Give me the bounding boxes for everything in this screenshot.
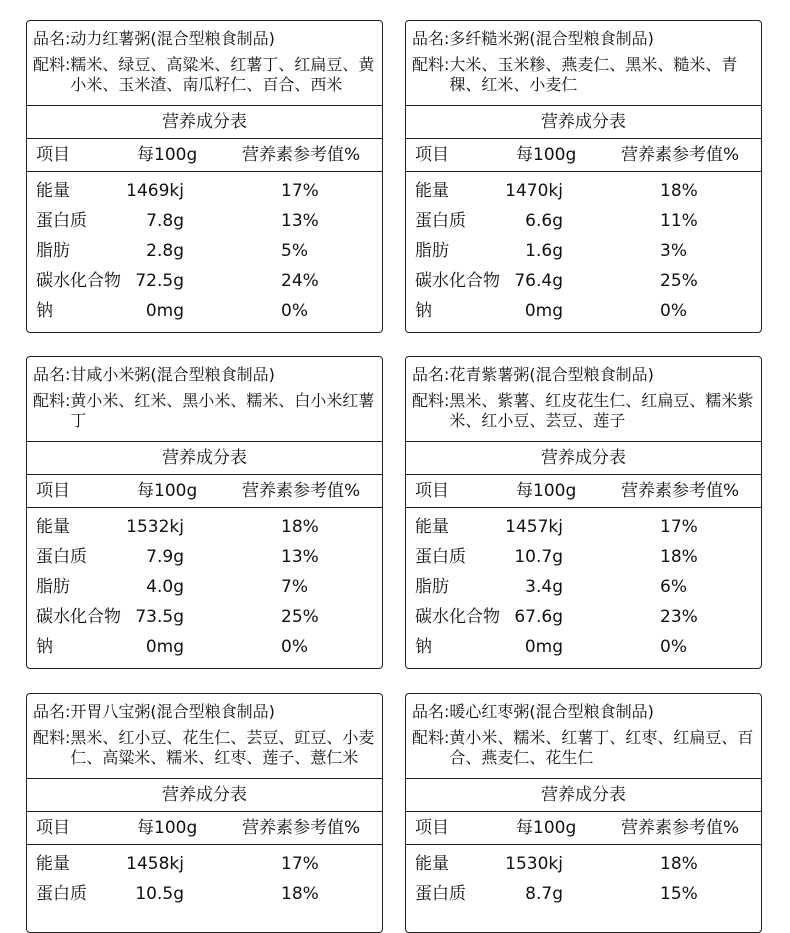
- nutrition-table-body: [406, 508, 761, 662]
- nutrient-nrv: 18%: [660, 181, 698, 201]
- nutrient-row: [406, 879, 761, 909]
- ingredients-label: 配料:: [33, 391, 71, 410]
- nutrient-amount: 3.4g: [525, 577, 563, 597]
- column-header-per100g: 每100g: [516, 818, 577, 838]
- nutrient-name: 碳水化合物: [36, 607, 121, 627]
- nutrient-row: [27, 266, 382, 296]
- nutrient-nrv: 17%: [660, 517, 698, 537]
- name-label: 品名:: [412, 365, 450, 384]
- nutrient-amount: 1469kj: [126, 181, 184, 201]
- nutrient-amount: 7.8g: [146, 211, 184, 231]
- product-card: [26, 693, 383, 933]
- column-header-nrv: 营养素参考值%: [621, 145, 740, 165]
- product-name-line: [412, 702, 755, 722]
- nutrient-amount: 4.0g: [146, 577, 184, 597]
- column-header-nrv: 营养素参考值%: [242, 145, 361, 165]
- nutrient-amount: 76.4g: [514, 271, 563, 291]
- nutrient-nrv: 6%: [660, 577, 687, 597]
- ingredients-line: [412, 55, 755, 95]
- column-header-item: 项目: [36, 145, 70, 165]
- ingredients-text: 黄小米、糯米、红薯丁、红枣、红扁豆、百合、燕麦仁、花生仁: [449, 728, 754, 767]
- ingredients-label: 配料:: [412, 55, 450, 74]
- product-name-line: [412, 365, 755, 385]
- nutrient-name: 能量: [415, 517, 449, 537]
- column-header-nrv: 营养素参考值%: [621, 818, 740, 838]
- product-name: 暖心红枣粥(混合型粮食制品): [449, 702, 654, 721]
- nutrient-name: 能量: [36, 854, 70, 874]
- nutrient-nrv: 5%: [281, 241, 308, 261]
- nutrient-row: [27, 512, 382, 542]
- column-header-nrv: 营养素参考值%: [621, 481, 740, 501]
- ingredients-line: [33, 55, 376, 95]
- product-name: 动力红薯粥(混合型粮食制品): [70, 29, 275, 48]
- ingredients-text: 糯米、绿豆、高粱米、红薯丁、红扁豆、黄小米、玉米渣、南瓜籽仁、百合、西米: [70, 55, 375, 94]
- nutrient-nrv: 18%: [281, 884, 319, 904]
- nutrient-amount: 72.5g: [135, 271, 184, 291]
- nutrient-nrv: 0%: [281, 301, 308, 321]
- nutrient-nrv: 7%: [281, 577, 308, 597]
- column-header-per100g: 每100g: [516, 145, 577, 165]
- column-header-per100g: 每100g: [137, 481, 198, 501]
- nutrient-row: [406, 206, 761, 236]
- ingredients-text: 大米、玉米糁、燕麦仁、黑米、糙米、青稞、红米、小麦仁: [449, 55, 738, 94]
- product-header: [27, 21, 382, 106]
- nutrition-table-header: [406, 475, 761, 508]
- nutrient-amount: 73.5g: [135, 607, 184, 627]
- nutrition-table-body: [27, 508, 382, 662]
- nutrient-row: [27, 572, 382, 602]
- nutrient-nrv: 13%: [281, 547, 319, 567]
- nutrient-row: [27, 879, 382, 909]
- nutrient-nrv: 18%: [660, 854, 698, 874]
- nutrient-amount: 1.6g: [525, 241, 563, 261]
- product-name-line: [412, 29, 755, 49]
- nutrient-amount: 0mg: [524, 301, 563, 321]
- nutrition-table-title: 营养成分表: [27, 442, 382, 475]
- nutrient-nrv: 13%: [281, 211, 319, 231]
- nutrient-amount: 1530kj: [505, 854, 563, 874]
- nutrient-name: 脂肪: [36, 241, 70, 261]
- ingredients-line: [33, 728, 376, 768]
- ingredients-label: 配料:: [33, 55, 71, 74]
- nutrient-name: 钠: [36, 301, 53, 321]
- nutrient-amount: 6.6g: [525, 211, 563, 231]
- nutrient-row: [406, 632, 761, 662]
- product-name: 甘咸小米粥(混合型粮食制品): [70, 365, 275, 384]
- product-header: [27, 694, 382, 779]
- column-header-nrv: 营养素参考值%: [242, 481, 361, 501]
- nutrient-nrv: 15%: [660, 884, 698, 904]
- nutrient-name: 碳水化合物: [415, 271, 500, 291]
- product-card: [26, 20, 383, 333]
- nutrient-amount: 10.7g: [514, 547, 563, 567]
- nutrient-row: [406, 236, 761, 266]
- product-header: [27, 357, 382, 442]
- name-label: 品名:: [412, 702, 450, 721]
- nutrient-amount: 0mg: [145, 637, 184, 657]
- nutrient-name: 能量: [36, 181, 70, 201]
- nutrient-row: [406, 602, 761, 632]
- nutrient-amount: 1458kj: [126, 854, 184, 874]
- column-header-item: 项目: [415, 145, 449, 165]
- ingredients-line: [412, 728, 755, 768]
- product-card: [405, 693, 762, 933]
- product-name-line: [33, 29, 376, 49]
- nutrient-amount: 67.6g: [514, 607, 563, 627]
- product-header: [406, 21, 761, 106]
- ingredients-text: 黑米、红小豆、花生仁、芸豆、豇豆、小麦仁、高粱米、糯米、红枣、莲子、薏仁米: [70, 728, 375, 767]
- nutrition-table-body: [406, 845, 761, 909]
- nutrient-name: 脂肪: [36, 577, 70, 597]
- column-header-per100g: 每100g: [516, 481, 577, 501]
- nutrient-row: [27, 602, 382, 632]
- nutrient-nrv: 24%: [281, 271, 319, 291]
- nutrient-name: 能量: [415, 181, 449, 201]
- nutrient-name: 能量: [36, 517, 70, 537]
- product-name: 花青紫薯粥(混合型粮食制品): [449, 365, 654, 384]
- product-header: [406, 694, 761, 779]
- nutrient-row: [27, 206, 382, 236]
- nutrient-nrv: 11%: [660, 211, 698, 231]
- nutrition-table-title: 营养成分表: [27, 106, 382, 139]
- column-header-item: 项目: [36, 481, 70, 501]
- column-header-item: 项目: [36, 818, 70, 838]
- nutrient-row: [27, 236, 382, 266]
- nutrient-amount: 0mg: [524, 637, 563, 657]
- nutrient-name: 蛋白质: [415, 211, 466, 231]
- nutrient-row: [406, 849, 761, 879]
- column-header-per100g: 每100g: [137, 818, 198, 838]
- nutrient-nrv: 18%: [281, 517, 319, 537]
- nutrient-row: [406, 572, 761, 602]
- nutrient-name: 碳水化合物: [36, 271, 121, 291]
- name-label: 品名:: [412, 29, 450, 48]
- nutrient-nrv: 23%: [660, 607, 698, 627]
- product-card: [26, 356, 383, 669]
- nutrition-table-body: [406, 172, 761, 326]
- nutrient-row: [27, 176, 382, 206]
- nutrient-row: [406, 176, 761, 206]
- nutrient-name: 碳水化合物: [415, 607, 500, 627]
- nutrient-name: 蛋白质: [36, 884, 87, 904]
- column-header-item: 项目: [415, 818, 449, 838]
- nutrient-name: 蛋白质: [36, 547, 87, 567]
- nutrient-name: 蛋白质: [415, 884, 466, 904]
- product-card: [405, 356, 762, 669]
- product-name: 多纤糙米粥(混合型粮食制品): [449, 29, 654, 48]
- nutrient-nrv: 0%: [660, 637, 687, 657]
- nutrition-table-title: 营养成分表: [406, 442, 761, 475]
- nutrient-row: [406, 296, 761, 326]
- nutrient-name: 钠: [415, 637, 432, 657]
- product-header: [406, 357, 761, 442]
- nutrition-table-header: [406, 812, 761, 845]
- nutrient-name: 脂肪: [415, 241, 449, 261]
- nutrient-amount: 7.9g: [146, 547, 184, 567]
- nutrient-amount: 10.5g: [135, 884, 184, 904]
- ingredients-label: 配料:: [412, 391, 450, 410]
- nutrient-name: 能量: [415, 854, 449, 874]
- nutrient-row: [406, 266, 761, 296]
- nutrition-table-header: [27, 475, 382, 508]
- nutrient-nrv: 17%: [281, 181, 319, 201]
- ingredients-text: 黄小米、红米、黑小米、糯米、白小米红薯丁: [70, 391, 375, 430]
- nutrient-row: [406, 512, 761, 542]
- nutrient-amount: 8.7g: [525, 884, 563, 904]
- nutrient-name: 钠: [36, 637, 53, 657]
- nutrition-table-title: 营养成分表: [406, 779, 761, 812]
- nutrition-table-body: [27, 172, 382, 326]
- name-label: 品名:: [33, 365, 71, 384]
- ingredients-text: 黑米、紫薯、红皮花生仁、红扁豆、糯米紫米、红小豆、芸豆、莲子: [449, 391, 754, 430]
- name-label: 品名:: [33, 702, 71, 721]
- nutrient-nrv: 0%: [281, 637, 308, 657]
- nutrient-row: [406, 542, 761, 572]
- nutrition-table-title: 营养成分表: [406, 106, 761, 139]
- column-header-item: 项目: [415, 481, 449, 501]
- product-name-line: [33, 365, 376, 385]
- product-name-line: [33, 702, 376, 722]
- nutrient-amount: 0mg: [145, 301, 184, 321]
- ingredients-label: 配料:: [33, 728, 71, 747]
- column-header-per100g: 每100g: [137, 145, 198, 165]
- ingredients-line: [33, 391, 376, 431]
- nutrient-row: [27, 849, 382, 879]
- ingredients-line: [412, 391, 755, 431]
- nutrition-table-title: 营养成分表: [27, 779, 382, 812]
- nutrient-amount: 2.8g: [146, 241, 184, 261]
- nutrient-nrv: 0%: [660, 301, 687, 321]
- nutrition-table-header: [27, 139, 382, 172]
- nutrient-row: [27, 542, 382, 572]
- nutrient-row: [27, 632, 382, 662]
- nutrition-table-body: [27, 845, 382, 909]
- nutrient-nrv: 3%: [660, 241, 687, 261]
- name-label: 品名:: [33, 29, 71, 48]
- nutrient-nrv: 17%: [281, 854, 319, 874]
- nutrient-nrv: 25%: [281, 607, 319, 627]
- nutrient-name: 脂肪: [415, 577, 449, 597]
- nutrient-name: 蛋白质: [36, 211, 87, 231]
- nutrient-name: 蛋白质: [415, 547, 466, 567]
- nutrient-nrv: 25%: [660, 271, 698, 291]
- nutrient-amount: 1457kj: [505, 517, 563, 537]
- nutrient-name: 钠: [415, 301, 432, 321]
- nutrient-nrv: 18%: [660, 547, 698, 567]
- nutrient-amount: 1532kj: [126, 517, 184, 537]
- column-header-nrv: 营养素参考值%: [242, 818, 361, 838]
- nutrition-table-header: [27, 812, 382, 845]
- product-name: 开胃八宝粥(混合型粮食制品): [70, 702, 275, 721]
- nutrient-row: [27, 296, 382, 326]
- product-card: [405, 20, 762, 333]
- ingredients-label: 配料:: [412, 728, 450, 747]
- nutrition-table-header: [406, 139, 761, 172]
- nutrient-amount: 1470kj: [505, 181, 563, 201]
